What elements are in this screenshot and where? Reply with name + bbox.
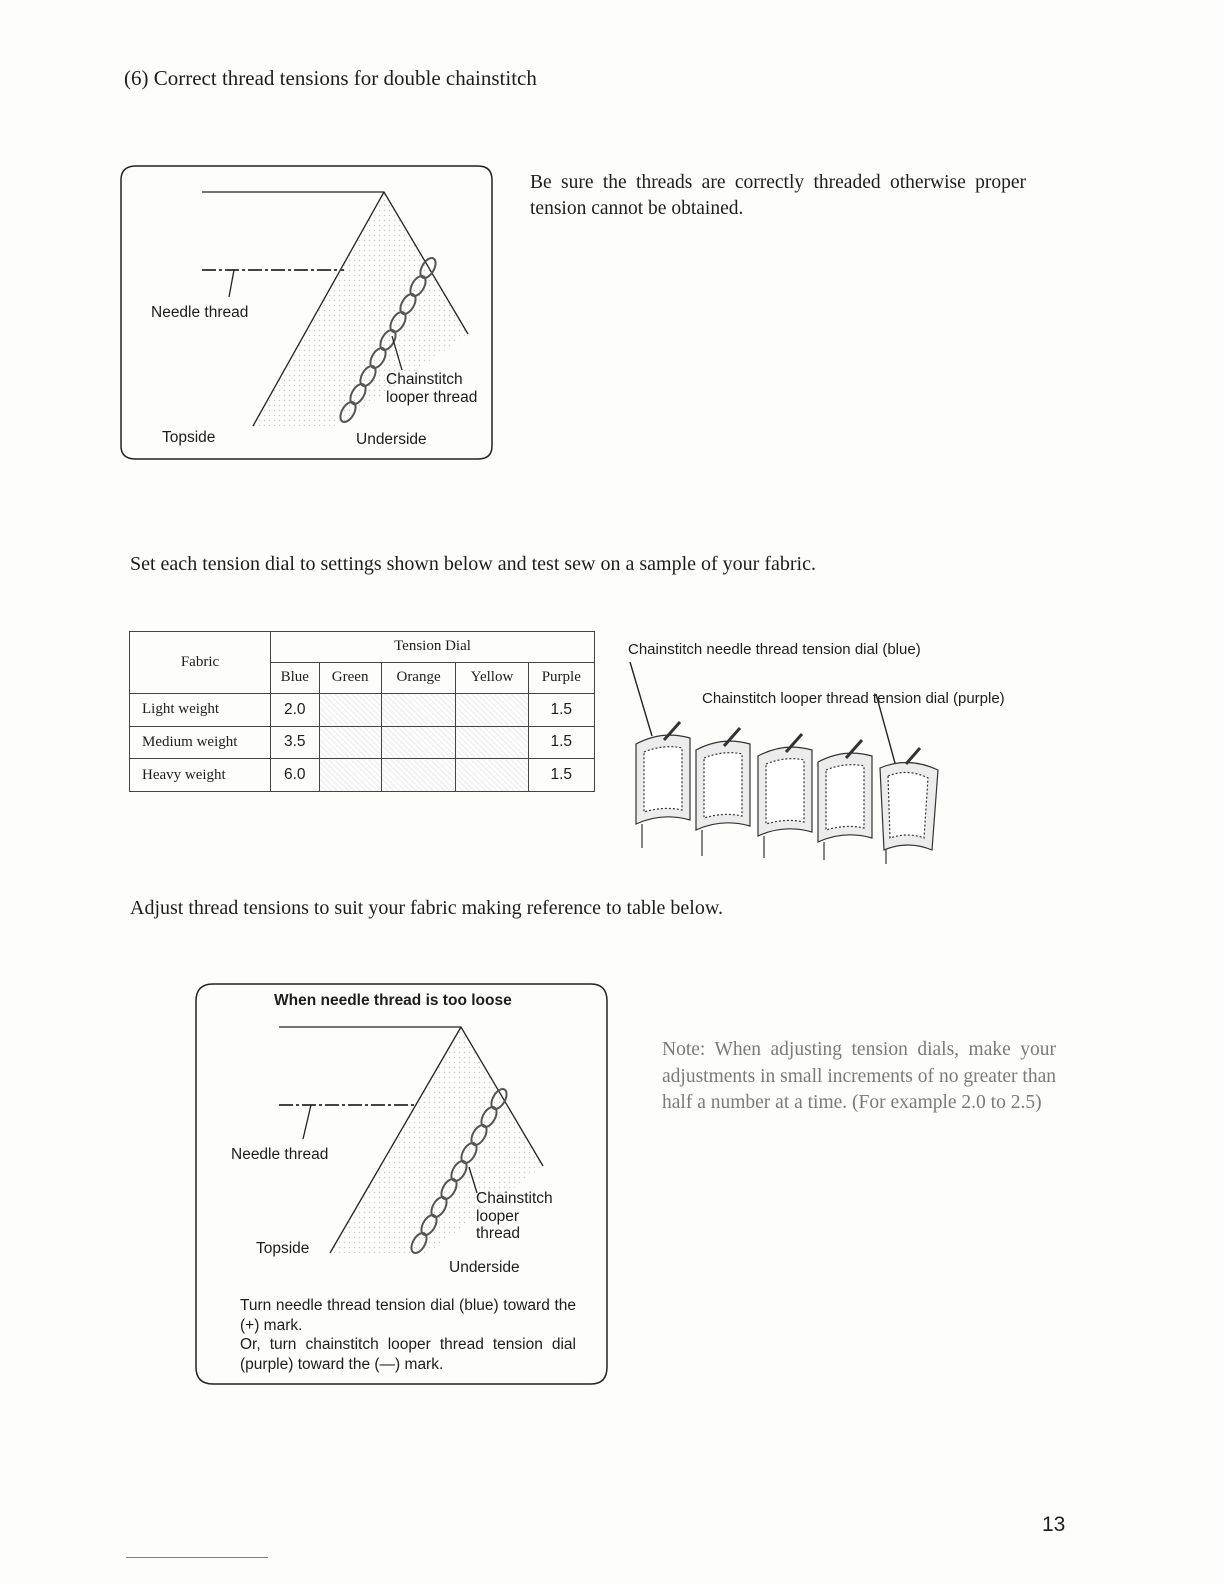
label-underside: Underside — [449, 1259, 520, 1276]
instruction-adjust: Adjust thread tensions to suit your fabric making reference to table below. — [130, 897, 723, 919]
cell-green — [319, 693, 381, 726]
cell-green — [319, 759, 381, 792]
table-row — [130, 693, 595, 726]
caption-line-1: Turn needle thread tension dial (blue) toward the (+) mark. — [240, 1297, 576, 1334]
label-looper: looper — [476, 1208, 520, 1225]
label-chainstitch: Chainstitch — [386, 371, 463, 388]
cell-purple: 1.5 — [528, 759, 594, 792]
label-topside: Topside — [162, 429, 216, 446]
tension-dial-header: Tension Dial — [271, 632, 595, 663]
cell-yellow — [456, 759, 528, 792]
col-yellow: Yellow — [456, 662, 528, 693]
tension-dial — [818, 740, 872, 860]
col-purple: Purple — [528, 662, 594, 693]
figure-bottom-title: When needle thread is too loose — [274, 992, 512, 1009]
tension-dial — [636, 722, 690, 848]
col-green: Green — [319, 662, 381, 693]
col-orange: Orange — [381, 662, 456, 693]
cell-yellow — [456, 693, 528, 726]
table-row — [130, 759, 595, 792]
row-label: Heavy weight — [130, 759, 271, 792]
cell-blue: 3.5 — [271, 726, 320, 759]
blue-dial-label: Chainstitch needle thread tension dial (blue) — [628, 641, 921, 658]
section-heading: (6) Correct thread tensions for double chainstitch — [124, 66, 537, 90]
footer-rule — [126, 1557, 268, 1558]
purple-dial-label: Chainstitch looper thread tension dial (purple) — [702, 690, 1005, 707]
label-thread: thread — [476, 1225, 520, 1242]
cell-purple: 1.5 — [528, 726, 594, 759]
caption-line-2: Or, turn chainstitch looper thread tension dial (purple) toward the (—) mark. — [240, 1336, 576, 1373]
tension-dials-illustration — [618, 660, 948, 865]
intro-paragraph: Be sure the threads are correctly threaded otherwise proper tension cannot be obtained. — [530, 172, 1026, 219]
fabric-header: Fabric — [130, 632, 271, 694]
cell-orange — [381, 693, 456, 726]
cell-blue: 2.0 — [271, 693, 320, 726]
label-underside: Underside — [356, 431, 427, 448]
label-chainstitch: Chainstitch — [476, 1190, 553, 1207]
page-number: 13 — [1042, 1513, 1066, 1536]
tension-dial — [696, 728, 750, 856]
cell-yellow — [456, 726, 528, 759]
cell-blue: 6.0 — [271, 759, 320, 792]
tension-dial — [758, 734, 812, 858]
label-topside: Topside — [256, 1240, 310, 1257]
label-needle-thread: Needle thread — [151, 304, 249, 321]
cell-green — [319, 726, 381, 759]
tension-dial — [880, 748, 938, 864]
note-paragraph: Note: When adjusting tension dials, make your adjustments in small increments of no greater than half a number at a time. (For example 2.0 to 2.5) — [662, 1039, 1056, 1113]
label-looper-thread: looper thread — [386, 389, 478, 406]
col-blue: Blue — [271, 662, 320, 693]
cell-orange — [381, 759, 456, 792]
cell-purple: 1.5 — [528, 693, 594, 726]
row-label: Light weight — [130, 693, 271, 726]
tension-table — [129, 631, 595, 792]
row-label: Medium weight — [130, 726, 271, 759]
table-row — [130, 726, 595, 759]
label-needle-thread: Needle thread — [231, 1146, 329, 1163]
figure-bottom-caption — [240, 1296, 576, 1374]
cell-orange — [381, 726, 456, 759]
instruction-set-dials: Set each tension dial to settings shown below and test sew on a sample of your fabric. — [130, 553, 816, 575]
